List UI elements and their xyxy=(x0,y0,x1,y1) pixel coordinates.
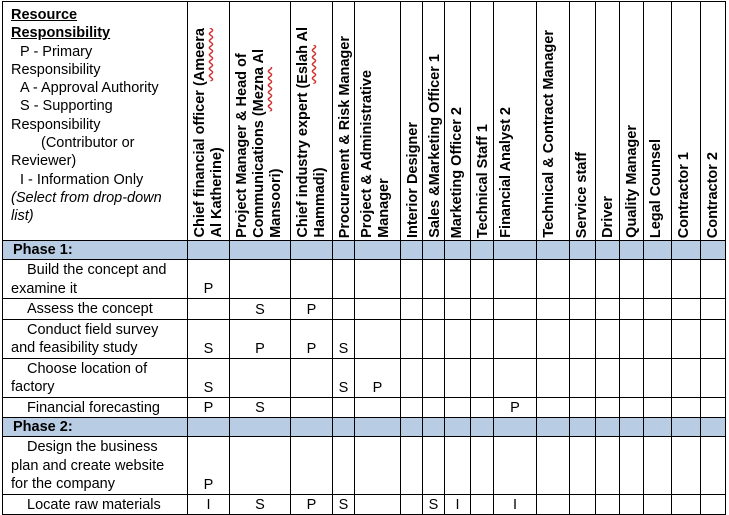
phase-fill-cell xyxy=(471,418,494,437)
legend-cell xyxy=(3,2,188,241)
assignment-cell[interactable]: P xyxy=(188,437,230,495)
legend-line: Reviewer) xyxy=(11,153,77,170)
assignment-cell[interactable] xyxy=(445,437,471,495)
task-label-line: Financial forecasting xyxy=(27,399,160,416)
assignment-cell[interactable] xyxy=(355,299,401,320)
assignment-cell[interactable]: P xyxy=(494,397,537,418)
phase-fill-cell xyxy=(445,418,471,437)
assignment-cell[interactable] xyxy=(355,494,401,515)
role-header xyxy=(701,2,726,241)
assignment-cell[interactable] xyxy=(620,437,644,495)
assignment-cell[interactable] xyxy=(620,299,644,320)
task-label-line: Assess the concept xyxy=(27,301,153,317)
assignment-cell[interactable] xyxy=(701,299,726,320)
role-label-line: Hammadi) xyxy=(312,167,328,238)
role-label-line: Procurement & Risk Manager xyxy=(337,35,353,238)
assignment-cell[interactable] xyxy=(445,260,471,299)
assignment-cell[interactable] xyxy=(596,260,620,299)
assignment-cell[interactable] xyxy=(644,358,672,397)
phase-fill-cell xyxy=(672,418,701,437)
assignment-cell[interactable] xyxy=(570,437,596,495)
phase-fill-cell xyxy=(445,241,471,260)
assignment-cell[interactable] xyxy=(471,494,494,515)
assignment-cell[interactable] xyxy=(423,260,445,299)
assignment-cell[interactable]: P xyxy=(355,358,401,397)
task-label-line: Locate raw materials xyxy=(27,496,161,513)
assignment-cell[interactable] xyxy=(355,397,401,418)
legend-line: Responsibility xyxy=(11,61,101,78)
legend-line: P - Primary xyxy=(20,43,93,60)
assignment-cell[interactable] xyxy=(620,358,644,397)
role-header xyxy=(423,2,445,241)
phase-fill-cell xyxy=(596,241,620,260)
assignment-cell[interactable] xyxy=(701,397,726,418)
task-row xyxy=(3,299,726,320)
phase-fill-cell xyxy=(333,241,355,260)
role-label xyxy=(295,27,329,238)
legend-line: Responsibility xyxy=(11,116,101,133)
assignment-cell[interactable] xyxy=(570,397,596,418)
assignment-cell[interactable] xyxy=(644,299,672,320)
task-label xyxy=(3,358,188,397)
phase-fill-cell xyxy=(701,418,726,437)
assignment-cell[interactable] xyxy=(596,299,620,320)
role-label-line: Technical Staff 1 xyxy=(475,123,491,238)
role-label-line: Service staff xyxy=(574,151,590,238)
assignment-cell[interactable] xyxy=(445,358,471,397)
role-label xyxy=(475,124,492,238)
assignment-cell[interactable] xyxy=(644,397,672,418)
phase-fill-cell xyxy=(620,241,644,260)
role-header xyxy=(537,2,570,241)
assignment-cell[interactable]: I xyxy=(494,494,537,515)
assignment-cell[interactable] xyxy=(596,437,620,495)
assignment-cell[interactable] xyxy=(494,319,537,358)
task-row xyxy=(3,494,726,515)
phase-label: Phase 2: xyxy=(3,418,188,437)
role-header xyxy=(471,2,494,241)
task-label-line: Build the concept and xyxy=(27,262,167,278)
role-label xyxy=(574,152,591,238)
assignment-cell[interactable] xyxy=(291,397,333,418)
role-label xyxy=(405,122,422,238)
assignment-cell[interactable] xyxy=(644,319,672,358)
assignment-cell[interactable]: S xyxy=(423,494,445,515)
role-header xyxy=(355,2,401,241)
assignment-cell[interactable] xyxy=(672,260,701,299)
role-label-line: Mansoori) xyxy=(268,168,284,238)
assignment-cell[interactable] xyxy=(230,358,291,397)
phase-fill-cell xyxy=(423,418,445,437)
role-label-line: Driver xyxy=(600,196,616,238)
assignment-cell[interactable] xyxy=(471,437,494,495)
assignment-cell[interactable] xyxy=(494,299,537,320)
assignment-cell[interactable]: S xyxy=(333,319,355,358)
role-header xyxy=(494,2,537,241)
role-label-line: Sales &Marketing Officer 1 xyxy=(427,54,443,238)
legend-line: I - Information Only xyxy=(20,171,144,188)
role-label xyxy=(600,196,617,238)
assignment-cell[interactable]: S xyxy=(230,494,291,515)
assignment-cell[interactable] xyxy=(596,319,620,358)
assignment-cell[interactable] xyxy=(401,437,423,495)
assignment-cell[interactable] xyxy=(570,299,596,320)
role-label-line: Legal Counsel xyxy=(648,138,664,238)
role-label-line: Manager xyxy=(376,178,392,238)
assignment-cell[interactable] xyxy=(596,358,620,397)
assignment-cell[interactable] xyxy=(471,358,494,397)
assignment-cell[interactable]: I xyxy=(188,494,230,515)
phase-fill-cell xyxy=(333,418,355,437)
responsibility-matrix xyxy=(2,1,726,515)
assignment-cell[interactable] xyxy=(620,260,644,299)
role-label xyxy=(192,28,226,238)
assignment-cell[interactable] xyxy=(596,397,620,418)
assignment-cell[interactable] xyxy=(570,494,596,515)
assignment-cell[interactable] xyxy=(355,437,401,495)
assignment-cell[interactable] xyxy=(620,319,644,358)
assignment-cell[interactable] xyxy=(672,358,701,397)
phase-fill-cell xyxy=(494,241,537,260)
assignment-cell[interactable] xyxy=(188,299,230,320)
role-label-line: Chief industry expert (Eslah Al xyxy=(295,27,311,238)
role-label xyxy=(624,125,641,238)
assignment-cell[interactable] xyxy=(230,260,291,299)
role-header xyxy=(620,2,644,241)
phase-fill-cell xyxy=(188,418,230,437)
assignment-cell[interactable] xyxy=(701,437,726,495)
role-label-line: Project & Administrative xyxy=(359,70,375,238)
assignment-cell[interactable] xyxy=(494,260,537,299)
phase-fill-cell xyxy=(355,418,401,437)
assignment-cell[interactable] xyxy=(570,260,596,299)
role-header xyxy=(230,2,291,241)
role-label xyxy=(337,36,354,238)
task-label xyxy=(3,437,188,495)
task-label xyxy=(3,299,188,320)
task-label-line: Design the business xyxy=(27,439,158,455)
assignment-cell[interactable] xyxy=(494,437,537,495)
role-header xyxy=(333,2,355,241)
role-label xyxy=(648,139,665,238)
role-label-line: Financial Analyst 2 xyxy=(498,107,514,238)
assignment-cell[interactable] xyxy=(401,299,423,320)
assignment-cell[interactable] xyxy=(333,260,355,299)
assignment-cell[interactable] xyxy=(423,319,445,358)
role-header xyxy=(401,2,423,241)
role-label-line: Chief financial officer (Ameera xyxy=(192,28,208,238)
phase-fill-cell xyxy=(188,241,230,260)
phase-fill-cell xyxy=(230,418,291,437)
role-label-line: Al Katherine) xyxy=(209,147,225,238)
task-row xyxy=(3,397,726,418)
assignment-cell[interactable] xyxy=(672,397,701,418)
assignment-cell[interactable] xyxy=(423,358,445,397)
task-label-line: Choose location of xyxy=(27,360,148,377)
assignment-cell[interactable]: S xyxy=(333,494,355,515)
role-label xyxy=(359,70,393,238)
phase-fill-cell xyxy=(570,241,596,260)
role-label xyxy=(234,49,285,238)
assignment-cell[interactable] xyxy=(701,494,726,515)
assignment-cell[interactable] xyxy=(333,437,355,495)
legend-line: (Contributor or xyxy=(41,135,135,152)
phase-fill-cell xyxy=(537,418,570,437)
task-label xyxy=(3,494,188,515)
role-header xyxy=(570,2,596,241)
task-row xyxy=(3,358,726,397)
phase-fill-cell xyxy=(537,241,570,260)
role-label-line: Contractor 1 xyxy=(676,151,692,238)
phase-row xyxy=(3,241,726,260)
assignment-cell[interactable] xyxy=(423,397,445,418)
role-label-line: Project Manager & Head of xyxy=(234,53,250,238)
assignment-cell[interactable]: P xyxy=(188,397,230,418)
task-row xyxy=(3,437,726,495)
assignment-cell[interactable] xyxy=(672,494,701,515)
assignment-cell[interactable]: S xyxy=(333,358,355,397)
assignment-cell[interactable]: P xyxy=(230,319,291,358)
assignment-cell[interactable] xyxy=(401,358,423,397)
assignment-cell[interactable]: I xyxy=(445,494,471,515)
phase-fill-cell xyxy=(355,241,401,260)
assignment-cell[interactable] xyxy=(333,299,355,320)
role-header xyxy=(188,2,230,241)
header-row xyxy=(3,2,726,241)
task-row xyxy=(3,260,726,299)
assignment-cell[interactable] xyxy=(494,358,537,397)
phase-fill-cell xyxy=(644,241,672,260)
assignment-cell[interactable] xyxy=(701,260,726,299)
assignment-cell[interactable] xyxy=(701,319,726,358)
assignment-cell[interactable] xyxy=(401,494,423,515)
phase-fill-cell xyxy=(596,418,620,437)
role-label-line: Technical & Contract Manager xyxy=(541,30,557,238)
legend-title: Resource xyxy=(11,7,78,23)
assignment-cell[interactable] xyxy=(423,437,445,495)
task-label-line: examine it xyxy=(11,280,78,297)
task-row xyxy=(3,319,726,358)
assignment-cell[interactable] xyxy=(333,397,355,418)
assignment-cell[interactable] xyxy=(291,437,333,495)
assignment-cell[interactable] xyxy=(423,299,445,320)
assignment-cell[interactable]: S xyxy=(188,319,230,358)
assignment-cell[interactable]: P xyxy=(291,299,333,320)
assignment-cell[interactable] xyxy=(537,260,570,299)
assignment-cell[interactable] xyxy=(355,260,401,299)
role-header xyxy=(644,2,672,241)
phase-fill-cell xyxy=(291,241,333,260)
task-label xyxy=(3,319,188,358)
role-header xyxy=(596,2,620,241)
assignment-cell[interactable] xyxy=(230,437,291,495)
phase-fill-cell xyxy=(644,418,672,437)
assignment-cell[interactable] xyxy=(291,358,333,397)
assignment-cell[interactable] xyxy=(701,358,726,397)
assignment-cell[interactable] xyxy=(537,358,570,397)
role-label-line: Interior Designer xyxy=(405,121,421,238)
assignment-cell[interactable] xyxy=(672,299,701,320)
assignment-cell[interactable] xyxy=(401,319,423,358)
phase-fill-cell xyxy=(471,241,494,260)
legend-note: (Select from drop-down xyxy=(11,189,162,206)
task-label-line: factory xyxy=(11,379,55,395)
assignment-cell[interactable]: S xyxy=(230,397,291,418)
assignment-cell[interactable] xyxy=(445,397,471,418)
role-header xyxy=(445,2,471,241)
task-label-line: plan and create website xyxy=(11,457,165,474)
assignment-cell[interactable] xyxy=(644,494,672,515)
role-label-line: Marketing Officer 2 xyxy=(449,106,465,238)
assignment-cell[interactable] xyxy=(401,397,423,418)
assignment-cell[interactable] xyxy=(537,299,570,320)
assignment-cell[interactable] xyxy=(644,437,672,495)
phase-fill-cell xyxy=(291,418,333,437)
phase-fill-cell xyxy=(620,418,644,437)
phase-fill-cell xyxy=(494,418,537,437)
phase-fill-cell xyxy=(230,241,291,260)
role-label xyxy=(498,107,515,238)
assignment-cell[interactable] xyxy=(596,494,620,515)
task-label-line: and feasibility study xyxy=(11,340,138,356)
task-label-line: for the company xyxy=(11,476,115,492)
assignment-cell[interactable] xyxy=(471,319,494,358)
role-header xyxy=(672,2,701,241)
assignment-cell[interactable] xyxy=(445,319,471,358)
assignment-cell[interactable] xyxy=(471,397,494,418)
role-header xyxy=(291,2,333,241)
assignment-cell[interactable] xyxy=(401,260,423,299)
role-label xyxy=(705,152,722,238)
assignment-cell[interactable] xyxy=(537,397,570,418)
assignment-cell[interactable] xyxy=(471,299,494,320)
assignment-cell[interactable] xyxy=(537,319,570,358)
phase-fill-cell xyxy=(423,241,445,260)
assignment-cell[interactable] xyxy=(537,437,570,495)
phase-fill-cell xyxy=(672,241,701,260)
assignment-cell[interactable] xyxy=(620,494,644,515)
phase-fill-cell xyxy=(401,241,423,260)
assignment-cell[interactable] xyxy=(355,319,401,358)
assignment-cell[interactable] xyxy=(644,260,672,299)
assignment-cell[interactable] xyxy=(537,494,570,515)
task-label xyxy=(3,397,188,418)
role-label xyxy=(541,30,558,238)
phase-fill-cell xyxy=(401,418,423,437)
task-label xyxy=(3,260,188,299)
phase-row xyxy=(3,418,726,437)
assignment-cell[interactable] xyxy=(672,319,701,358)
legend-line: A - Approval Authority xyxy=(20,80,159,97)
role-label xyxy=(449,107,466,238)
assignment-cell[interactable]: S xyxy=(230,299,291,320)
role-label-line: Communications (Mezna Al xyxy=(251,49,267,238)
role-label-line: Contractor 2 xyxy=(705,151,721,238)
legend-title-cont: Responsibility xyxy=(11,25,111,42)
assignment-cell[interactable] xyxy=(570,358,596,397)
assignment-cell[interactable] xyxy=(445,299,471,320)
task-label-line: Conduct field survey xyxy=(27,321,159,338)
assignment-cell[interactable]: S xyxy=(188,358,230,397)
role-label xyxy=(676,152,693,238)
phase-label: Phase 1: xyxy=(3,241,188,260)
assignment-cell[interactable] xyxy=(620,397,644,418)
assignment-cell[interactable] xyxy=(471,260,494,299)
legend-line: S - Supporting xyxy=(20,98,113,115)
assignment-cell[interactable] xyxy=(672,437,701,495)
phase-fill-cell xyxy=(701,241,726,260)
assignment-cell[interactable]: P xyxy=(291,319,333,358)
assignment-cell[interactable] xyxy=(570,319,596,358)
role-label-line: Quality Manager xyxy=(624,125,640,238)
role-label xyxy=(427,54,444,238)
phase-fill-cell xyxy=(570,418,596,437)
assignment-cell[interactable] xyxy=(291,260,333,299)
assignment-cell[interactable]: P xyxy=(188,260,230,299)
assignment-cell[interactable]: P xyxy=(291,494,333,515)
legend-note-cont: list) xyxy=(11,208,34,225)
